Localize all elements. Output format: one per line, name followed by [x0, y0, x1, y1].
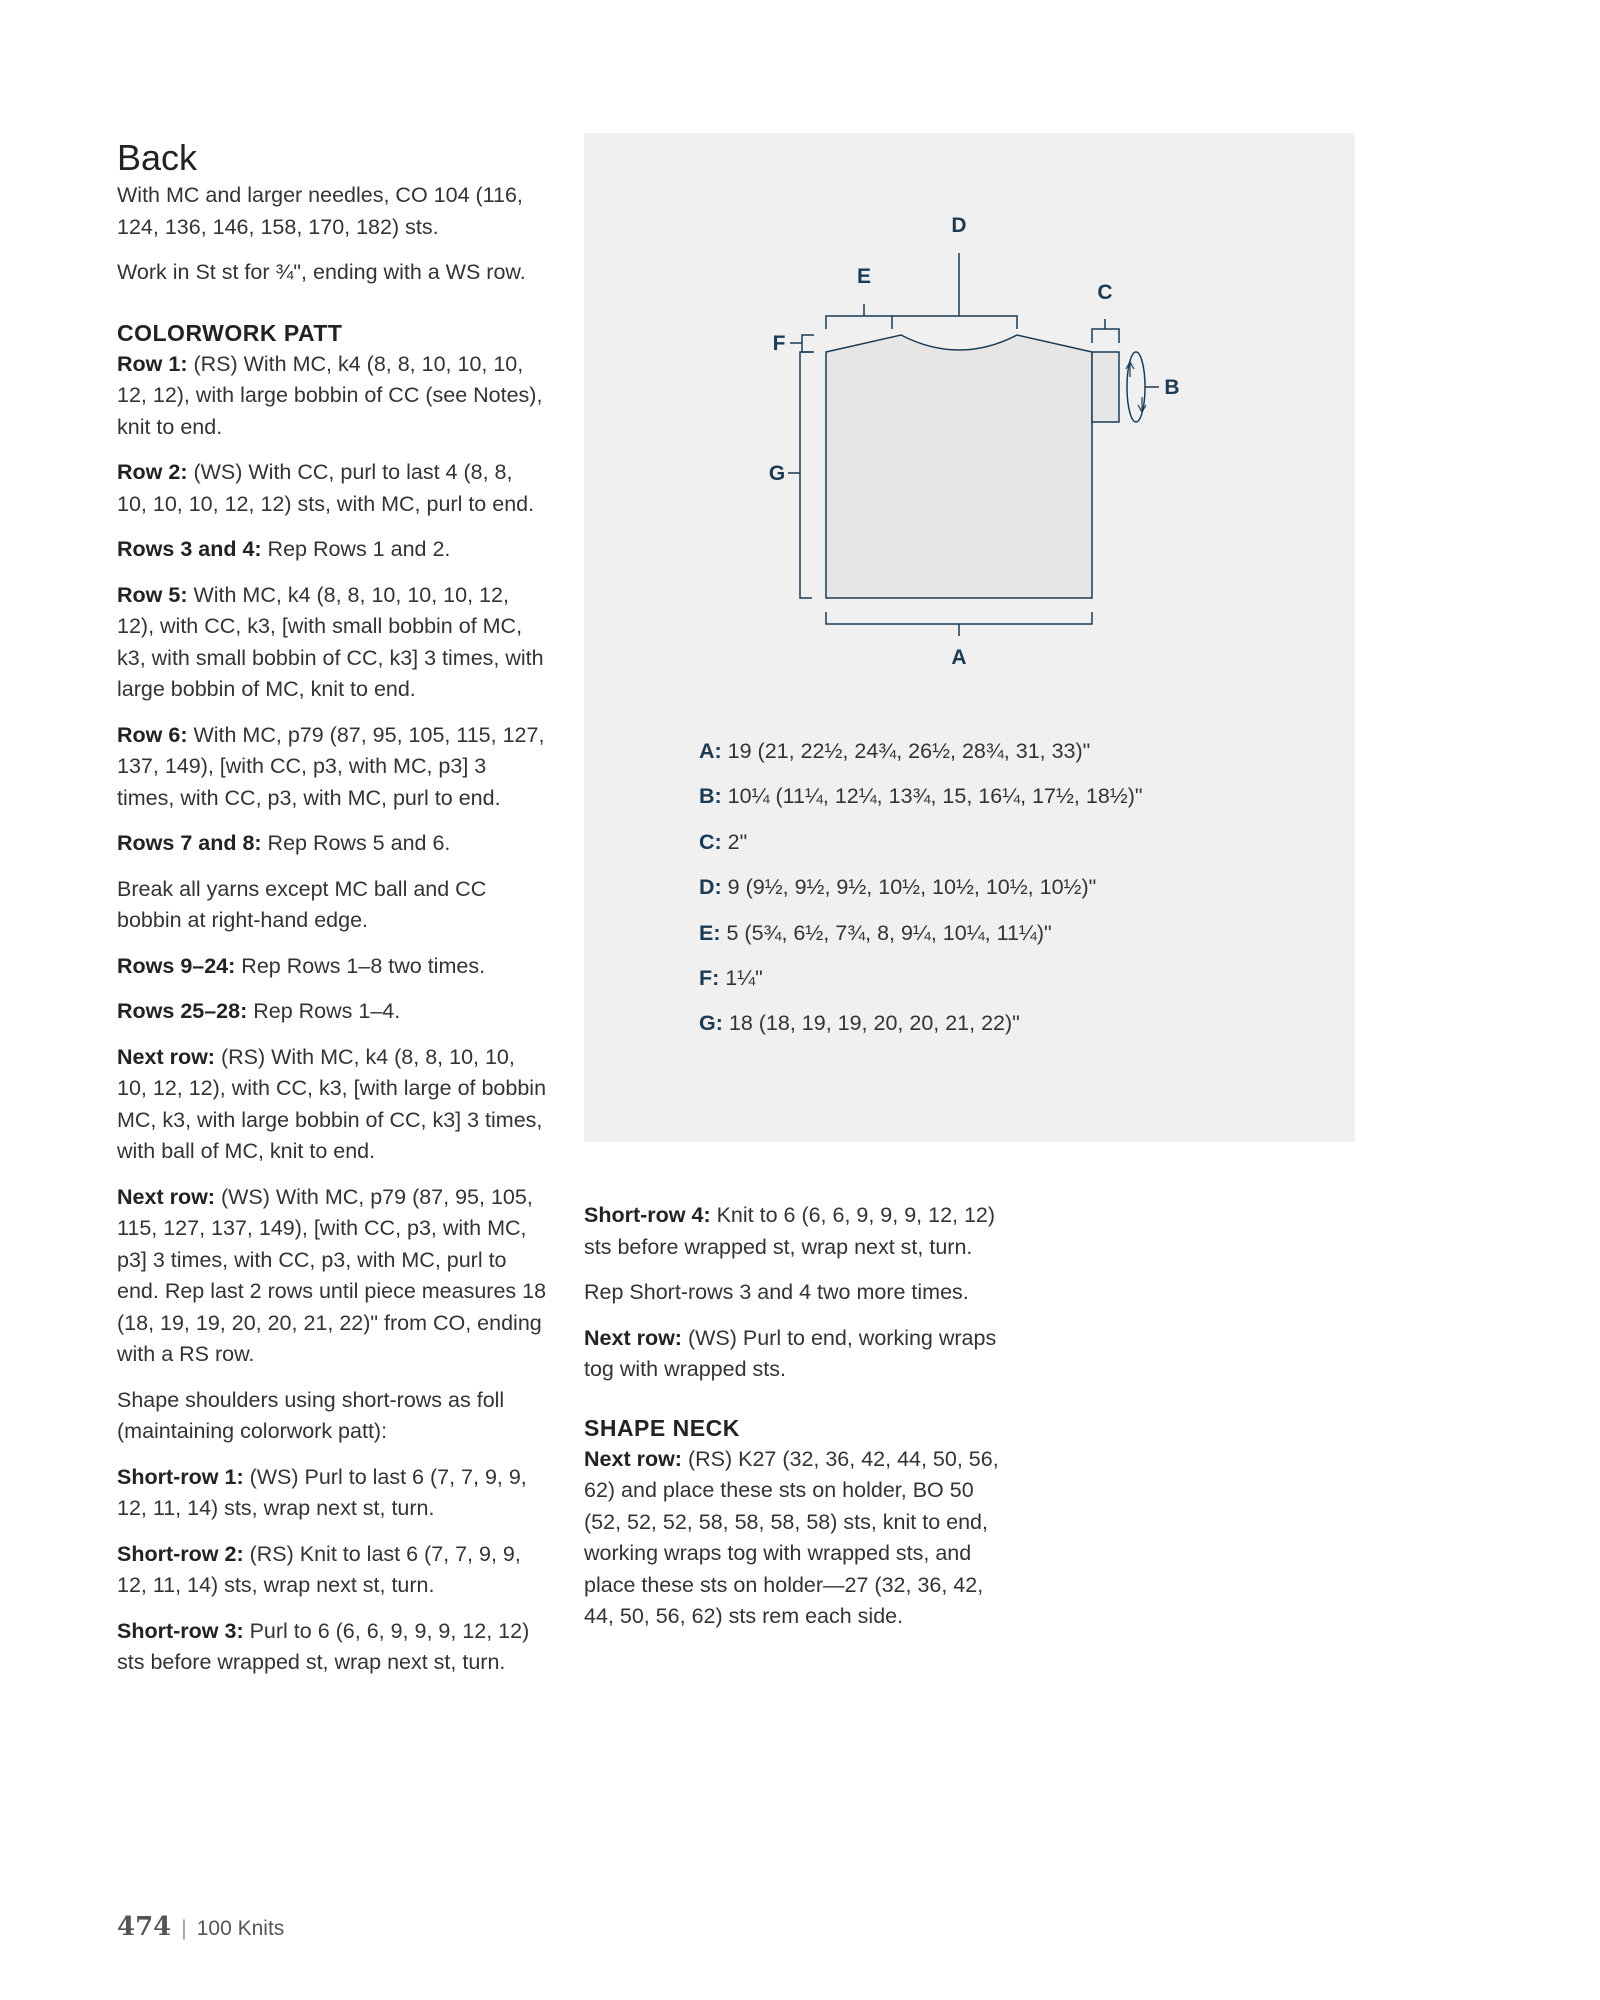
instruction-label: Row 6:	[117, 722, 188, 747]
measurement-value: 19 (21, 22½, 24¾, 26½, 28¾, 31, 33)"	[721, 739, 1091, 763]
instruction-label: Short-row 1:	[117, 1464, 244, 1489]
instruction-text: Break all yarns except MC ball and CC bobbin at right-hand edge.	[117, 876, 487, 932]
instruction-text: (RS) With MC, k4 (8, 8, 10, 10, 10, 12, 12), with large bobbin of CC (see Notes), knit to end.	[117, 351, 543, 439]
page-number: 474	[117, 1912, 172, 1942]
dimension-g-line	[788, 352, 812, 598]
instruction-label: Rows 9–24:	[117, 953, 236, 978]
page-footer	[117, 1912, 284, 1942]
instruction-label: Next row:	[117, 1184, 215, 1209]
intro-paragraph: Work in St st for ¾", ending with a WS row.	[117, 260, 526, 284]
instruction-label: Row 5:	[117, 582, 188, 607]
colorwork-heading: COLORWORK PATT	[117, 319, 343, 346]
instruction-row	[117, 828, 547, 860]
instruction-text: Rep Rows 1–4.	[247, 999, 401, 1023]
instruction-row	[117, 1042, 547, 1168]
dimension-c-line	[1092, 319, 1119, 343]
instruction-row	[584, 1444, 1014, 1633]
measurement-key: B:	[699, 784, 722, 809]
measurement-value: 10¼ (11¼, 12¼, 13¾, 15, 16¼, 17½, 18½)"	[721, 784, 1143, 809]
measurement-item	[699, 774, 1299, 819]
instruction-row	[117, 1182, 547, 1371]
dimension-label-c: C	[1097, 281, 1113, 304]
shape-neck-heading: SHAPE NECK	[584, 1414, 740, 1441]
garment-body-outline	[826, 335, 1092, 598]
book-title: 100 Knits	[196, 1917, 285, 1940]
dimension-label-a: A	[951, 646, 967, 669]
sleeve-outline	[1092, 352, 1119, 422]
dimension-label-b: B	[1164, 376, 1180, 399]
instruction-text: With MC, k4 (8, 8, 10, 10, 10, 12, 12), with CC, k3, [with small bobbin of MC, k3, with small bobbin of CC, k3] 3 times, with large bobbin of MC, knit to end.	[117, 582, 544, 701]
dimension-label-e: E	[856, 265, 872, 288]
measurement-key: A:	[699, 739, 722, 763]
instruction-row	[117, 1616, 547, 1679]
instruction-label: Row 2:	[117, 460, 188, 484]
instruction-text: Rep Short-rows 3 and 4 two more times.	[584, 1280, 969, 1304]
dimension-label-g: G	[768, 462, 786, 485]
measurement-value: 5 (5¾, 6½, 7¾, 8, 9¼, 10¼, 11¼)"	[720, 920, 1052, 945]
intro-paragraph: With MC and larger needles, CO 104 (116, 124, 136, 146, 158, 170, 182) sts.	[117, 183, 523, 239]
measurement-key: C:	[699, 829, 722, 854]
measurement-item	[699, 820, 1299, 865]
schematic-diagram	[584, 133, 1355, 693]
instruction-label: Row 1:	[117, 351, 188, 376]
instruction-row	[117, 580, 547, 706]
left-column	[117, 130, 547, 1693]
footer-separator: |	[181, 1917, 187, 1940]
instruction-row	[584, 1200, 1014, 1263]
instruction-row	[117, 996, 547, 1028]
instruction-text: Knit to 6 (6, 6, 9, 9, 9, 12, 12) sts before wrapped st, wrap next st, turn.	[584, 1203, 996, 1259]
instruction-row	[117, 1539, 547, 1602]
measurement-key: D:	[699, 875, 722, 900]
measurement-item	[699, 956, 1299, 1001]
instruction-label: Rows 25–28:	[117, 999, 248, 1023]
dimension-f-line	[790, 335, 814, 352]
instruction-row	[117, 720, 547, 815]
instruction-label: Short-row 4:	[584, 1203, 711, 1227]
instruction-text: (WS) With MC, p79 (87, 95, 105, 115, 127, 137, 149), [with CC, p3, with MC, p3] 3 times, with CC, p3, with MC, purl to end. Rep last 2 rows until piece measures 18 (18, 19, 19, 20, 20, 21, 22)" from CO, ending with a RS row.	[117, 1184, 547, 1366]
instruction-label: Next row:	[117, 1044, 215, 1069]
instruction-row	[584, 1323, 1014, 1386]
dimension-e-line	[826, 304, 892, 329]
instruction-label: Rows 7 and 8:	[117, 831, 262, 855]
measurement-item	[699, 865, 1299, 910]
measurement-key: F:	[699, 966, 720, 991]
measurement-key: E:	[699, 920, 721, 945]
measurement-item	[699, 729, 1299, 774]
instruction-row	[117, 1462, 547, 1525]
instruction-text: Rep Rows 1 and 2.	[261, 537, 451, 561]
dimension-d-line	[892, 253, 1017, 329]
right-column	[584, 1200, 1014, 1647]
instruction-text: Purl to 6 (6, 6, 9, 9, 9, 12, 12) sts before wrapped st, wrap next st, turn.	[117, 1618, 530, 1674]
instruction-label: Rows 3 and 4:	[117, 537, 262, 561]
instruction-text: Rep Rows 1–8 two times.	[235, 953, 486, 978]
instruction-label: Short-row 2:	[117, 1541, 244, 1566]
instruction-text: Rep Rows 5 and 6.	[261, 831, 451, 855]
instruction-text: (RS) With MC, k4 (8, 8, 10, 10, 10, 12, 12), with CC, k3, [with large of bobbin MC, k3, with large bobbin of CC, k3] 3 times, with ball of MC, knit to end.	[117, 1044, 547, 1163]
instruction-row	[117, 1385, 547, 1448]
measurement-value: 18 (18, 19, 19, 20, 20, 21, 22)"	[722, 1011, 1020, 1036]
instruction-row	[117, 349, 547, 444]
instruction-label: Next row:	[584, 1325, 682, 1350]
instruction-row	[117, 951, 547, 983]
measurement-list	[699, 729, 1299, 1047]
schematic-panel	[584, 133, 1355, 1142]
dimension-label-d: D	[951, 214, 967, 237]
instruction-row	[584, 1277, 1014, 1309]
instruction-text: With MC, p79 (87, 95, 105, 115, 127, 137, 149), [with CC, p3, with MC, p3] 3 times, with CC, p3, with MC, purl to end.	[117, 722, 545, 810]
measurement-key: G:	[699, 1011, 723, 1036]
instruction-text: (RS) Knit to last 6 (7, 7, 9, 9, 12, 11, 14) sts, wrap next st, turn.	[117, 1541, 521, 1597]
measurement-value: 1¼"	[719, 966, 763, 991]
instruction-text: (WS) With CC, purl to last 4 (8, 8, 10, 10, 10, 12, 12) sts, with MC, purl to end.	[117, 460, 535, 516]
dimension-a-line	[826, 612, 1092, 636]
instruction-row	[117, 534, 547, 566]
measurement-value: 2"	[721, 829, 748, 854]
instruction-text: (RS) K27 (32, 36, 42, 44, 50, 56, 62) and place these sts on holder, BO 50 (52, 52, 52, 58, 58, 58, 58) sts, knit to end, working wraps tog with wrapped sts, and place these sts on holder—27 (32, 36, 42, 44, 50, 56, 62) sts rem each side.	[584, 1446, 999, 1628]
instruction-row	[117, 874, 547, 937]
section-title-back: Back	[117, 137, 198, 178]
circumference-arrow	[1126, 362, 1146, 412]
instruction-label: Short-row 3:	[117, 1618, 244, 1643]
instruction-row	[117, 457, 547, 520]
measurement-value: 9 (9½, 9½, 9½, 10½, 10½, 10½, 10½)"	[721, 875, 1097, 900]
instruction-label: Next row:	[584, 1446, 682, 1471]
measurement-item	[699, 1001, 1299, 1046]
dimension-label-f: F	[772, 332, 786, 355]
instruction-text: Shape shoulders using short-rows as foll (maintaining colorwork patt):	[117, 1387, 505, 1443]
measurement-item	[699, 911, 1299, 956]
instruction-text: (WS) Purl to end, working wraps tog with wrapped sts.	[584, 1325, 997, 1381]
instruction-text: (WS) Purl to last 6 (7, 7, 9, 9, 12, 11, 14) sts, wrap next st, turn.	[117, 1464, 527, 1520]
